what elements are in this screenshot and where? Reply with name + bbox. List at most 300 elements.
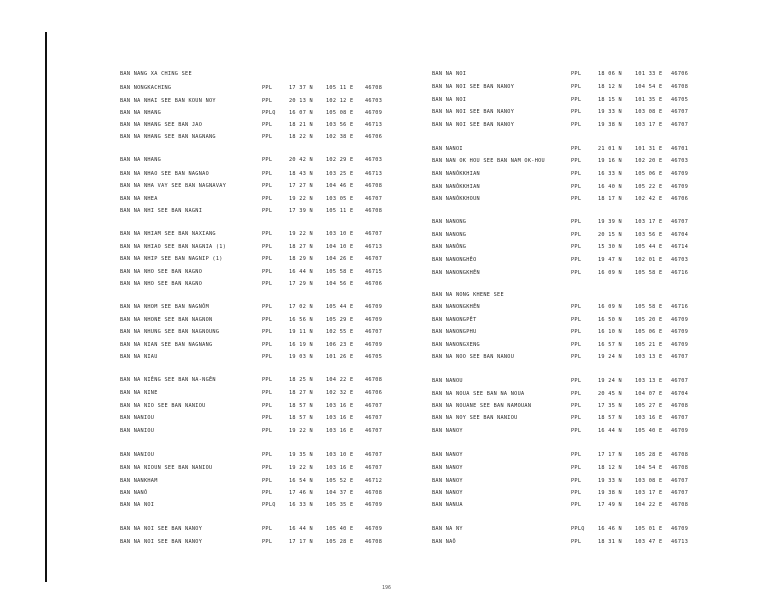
map-sheet-code: 46709 (671, 184, 689, 190)
latitude: 19 38 N (598, 490, 622, 496)
longitude: 105 27 E (635, 403, 663, 409)
place-name: BAN NA NOUA SEE BAN NA NOUA (432, 391, 525, 397)
feature-type: PPL (262, 415, 273, 421)
longitude: 104 07 E (635, 391, 663, 397)
map-sheet-code: 46708 (365, 539, 383, 545)
place-name: BAN NANONGHÊO (432, 257, 477, 263)
place-name: BAN NA NHAI SEE BAN KOUN NOY (120, 98, 216, 104)
map-sheet-code: 46707 (671, 219, 689, 225)
longitude: 104 37 E (326, 490, 354, 496)
place-name: BAN NA NHI SEE BAN NAGNI (120, 208, 203, 214)
latitude: 19 24 N (598, 378, 622, 384)
place-name: BAN NANONG (432, 219, 467, 225)
place-name: BAN NANÔNG (432, 244, 467, 250)
longitude: 105 40 E (326, 526, 354, 532)
latitude: 18 12 N (598, 84, 622, 90)
place-name: BAN NA NHANG SEE BAN NAGNANG (120, 134, 216, 140)
place-name: BAN NANÔKKHIAN (432, 171, 480, 177)
place-name: BAN NA NHANG (120, 157, 162, 163)
longitude: 104 54 E (635, 465, 663, 471)
latitude: 16 10 N (598, 329, 622, 335)
feature-type: PPL (571, 71, 582, 77)
place-name: BAN NA NOI SEE BAN NANOY (432, 84, 515, 90)
latitude: 17 29 N (289, 281, 313, 287)
longitude: 105 11 E (326, 208, 354, 214)
place-name: BAN NA NOI (432, 71, 467, 77)
longitude: 105 44 E (326, 304, 354, 310)
latitude: 18 17 N (598, 196, 622, 202)
longitude: 106 23 E (326, 342, 354, 348)
longitude: 104 54 E (635, 84, 663, 90)
longitude: 103 56 E (635, 232, 663, 238)
latitude: 17 02 N (289, 304, 313, 310)
map-sheet-code: 46707 (671, 478, 689, 484)
feature-type: PPL (262, 208, 273, 214)
latitude: 16 09 N (598, 270, 622, 276)
latitude: 17 39 N (289, 208, 313, 214)
map-sheet-code: 46707 (365, 196, 383, 202)
latitude: 19 33 N (598, 109, 622, 115)
longitude: 103 10 E (326, 231, 354, 237)
map-sheet-code: 46716 (671, 304, 689, 310)
longitude: 105 20 E (635, 317, 663, 323)
feature-type: PPL (262, 390, 273, 396)
longitude: 103 17 E (635, 122, 663, 128)
latitude: 18 29 N (289, 256, 313, 262)
place-name: BAN NANUA (432, 502, 463, 508)
map-sheet-code: 46704 (671, 232, 689, 238)
map-sheet-code: 46707 (671, 109, 689, 115)
latitude: 17 35 N (598, 403, 622, 409)
map-sheet-code: 46709 (671, 428, 689, 434)
longitude: 105 28 E (326, 539, 354, 545)
longitude: 103 56 E (326, 122, 354, 128)
longitude: 104 22 E (326, 377, 354, 383)
page-left-rule (45, 32, 47, 582)
longitude: 101 31 E (635, 146, 663, 152)
map-sheet-code: 46715 (365, 269, 383, 275)
place-name: BAN NA NHONE SEE BAN NAGNON (120, 317, 213, 323)
place-name: BAN NA NIO SEE BAN NANIOU (120, 403, 206, 409)
feature-type: PPL (262, 231, 273, 237)
latitude: 20 42 N (289, 157, 313, 163)
place-name: BAN NA NOUANE SEE BAN NAMOUAN (432, 403, 532, 409)
map-sheet-code: 46703 (365, 157, 383, 163)
place-name: BAN NANOY (432, 478, 463, 484)
feature-type: PPL (262, 539, 273, 545)
feature-type: PPL (571, 415, 582, 421)
feature-type: PPL (571, 465, 582, 471)
feature-type: PPL (262, 98, 273, 104)
place-name: BAN NA NHO SEE BAN NAGNO (120, 269, 203, 275)
feature-type: PPLQ (571, 526, 585, 532)
place-name: BAN NAÔ (432, 539, 456, 545)
feature-type: PPL (262, 403, 273, 409)
place-name: BAN NA NHAO SEE BAN NAGNAO (120, 171, 210, 177)
latitude: 16 33 N (598, 171, 622, 177)
map-sheet-code: 46705 (365, 354, 383, 360)
place-name: BAN NA NIÊNG SEE BAN NA-NGÊN (120, 377, 216, 383)
feature-type: PPL (571, 219, 582, 225)
latitude: 16 33 N (289, 502, 313, 508)
feature-type: PPL (571, 146, 582, 152)
map-sheet-code: 46709 (365, 526, 383, 532)
map-sheet-code: 46708 (671, 84, 689, 90)
place-name: BAN NA NHIAM SEE BAN NAXIANG (120, 231, 216, 237)
place-name: BAN NANONGKHÊN (432, 270, 480, 276)
longitude: 101 26 E (326, 354, 354, 360)
map-sheet-code: 46707 (671, 122, 689, 128)
map-sheet-code: 46707 (671, 378, 689, 384)
feature-type: PPL (262, 157, 273, 163)
feature-type: PPL (571, 329, 582, 335)
feature-type: PPL (262, 428, 273, 434)
longitude: 103 16 E (326, 415, 354, 421)
map-sheet-code: 46706 (671, 71, 689, 77)
longitude: 101 33 E (635, 71, 663, 77)
longitude: 103 16 E (635, 415, 663, 421)
place-name: BAN NA NY (432, 526, 463, 532)
longitude: 103 17 E (635, 219, 663, 225)
latitude: 17 17 N (289, 539, 313, 545)
place-name: BAN NANÔKKHOUN (432, 196, 480, 202)
map-sheet-code: 46708 (365, 208, 383, 214)
feature-type: PPL (571, 257, 582, 263)
place-name: BAN NANOY (432, 428, 463, 434)
longitude: 105 21 E (635, 342, 663, 348)
map-sheet-code: 46709 (671, 342, 689, 348)
latitude: 18 22 N (289, 134, 313, 140)
feature-type: PPL (262, 342, 273, 348)
place-name: BAN NONGKACHING (120, 85, 172, 91)
feature-type: PPL (571, 539, 582, 545)
map-sheet-code: 46709 (365, 110, 383, 116)
place-name: BAN NANOU (432, 378, 463, 384)
latitude: 19 39 N (598, 219, 622, 225)
map-sheet-code: 46708 (365, 490, 383, 496)
place-name: BAN NA NOY SEE BAN NANIOU (432, 415, 518, 421)
map-sheet-code: 46708 (365, 85, 383, 91)
feature-type: PPL (262, 377, 273, 383)
feature-type: PPL (262, 269, 273, 275)
longitude: 103 05 E (326, 196, 354, 202)
page-number: 196 (382, 585, 392, 591)
longitude: 104 10 E (326, 244, 354, 250)
place-name: BAN NA NHUNG SEE BAN NAGNOUNG (120, 329, 220, 335)
place-name: BAN NA NIAU (120, 354, 158, 360)
feature-type: PPL (571, 270, 582, 276)
map-sheet-code: 46712 (365, 478, 383, 484)
map-sheet-code: 46705 (671, 97, 689, 103)
map-sheet-code: 46709 (671, 526, 689, 532)
feature-type: PPL (262, 465, 273, 471)
longitude: 105 29 E (326, 317, 354, 323)
map-sheet-code: 46708 (671, 403, 689, 409)
longitude: 103 16 E (326, 428, 354, 434)
latitude: 19 22 N (289, 231, 313, 237)
map-sheet-code: 46709 (365, 502, 383, 508)
feature-type: PPL (262, 304, 273, 310)
place-name: BAN NANONG (432, 232, 467, 238)
feature-type: PPL (571, 196, 582, 202)
map-sheet-code: 46707 (671, 490, 689, 496)
place-name: BAN NANONGKHÊN (432, 304, 480, 310)
feature-type: PPL (571, 502, 582, 508)
longitude: 105 06 E (635, 329, 663, 335)
place-name: BAN NANONGPÊT (432, 317, 477, 323)
feature-type: PPL (571, 478, 582, 484)
longitude: 105 52 E (326, 478, 354, 484)
feature-type: PPL (262, 134, 273, 140)
feature-type: PPL (571, 171, 582, 177)
latitude: 19 22 N (289, 465, 313, 471)
longitude: 102 20 E (635, 158, 663, 164)
latitude: 16 44 N (598, 428, 622, 434)
latitude: 18 27 N (289, 244, 313, 250)
feature-type: PPL (262, 526, 273, 532)
longitude: 105 58 E (635, 304, 663, 310)
latitude: 18 15 N (598, 97, 622, 103)
place-name: BAN NA NHOM SEE BAN NAGNÔM (120, 304, 210, 310)
latitude: 19 22 N (289, 196, 313, 202)
map-sheet-code: 46707 (671, 354, 689, 360)
latitude: 19 22 N (289, 428, 313, 434)
map-sheet-code: 46701 (671, 146, 689, 152)
map-sheet-code: 46714 (671, 244, 689, 250)
latitude: 18 06 N (598, 71, 622, 77)
map-sheet-code: 46707 (365, 428, 383, 434)
longitude: 105 01 E (635, 526, 663, 532)
map-sheet-code: 46703 (365, 98, 383, 104)
map-sheet-code: 46708 (365, 377, 383, 383)
place-name: BAN NA NIOUN SEE BAN NANIOU (120, 465, 213, 471)
longitude: 105 08 E (326, 110, 354, 116)
latitude: 19 38 N (598, 122, 622, 128)
place-name: BAN NA NONG KHENE SEE (432, 292, 504, 298)
longitude: 103 13 E (635, 354, 663, 360)
map-sheet-code: 46708 (671, 452, 689, 458)
longitude: 105 58 E (635, 270, 663, 276)
map-sheet-code: 46709 (671, 329, 689, 335)
place-name: BAN NA NINE (120, 390, 158, 396)
place-name: BAN NA NOI SEE BAN NANOY (120, 526, 203, 532)
map-sheet-code: 46708 (365, 183, 383, 189)
latitude: 19 35 N (289, 452, 313, 458)
feature-type: PPL (571, 244, 582, 250)
longitude: 102 55 E (326, 329, 354, 335)
map-sheet-code: 46707 (671, 415, 689, 421)
map-sheet-code: 46713 (365, 244, 383, 250)
feature-type: PPL (571, 158, 582, 164)
place-name: BAN NA NHANG SEE BAN JAO (120, 122, 203, 128)
longitude: 105 58 E (326, 269, 354, 275)
latitude: 16 07 N (289, 110, 313, 116)
feature-type: PPL (262, 244, 273, 250)
feature-type: PPL (571, 97, 582, 103)
place-name: BAN NA NIAN SEE BAN NAGNANG (120, 342, 213, 348)
map-sheet-code: 46706 (365, 134, 383, 140)
map-sheet-code: 46707 (365, 231, 383, 237)
place-name: BAN NANOI (432, 146, 463, 152)
feature-type: PPLQ (262, 110, 276, 116)
longitude: 103 08 E (635, 478, 663, 484)
place-name: BAN NANONGXENG (432, 342, 480, 348)
longitude: 102 32 E (326, 390, 354, 396)
feature-type: PPL (571, 184, 582, 190)
place-name: BAN NA NOO SEE BAN NANOU (432, 354, 515, 360)
place-name: BAN NA NOI (432, 97, 467, 103)
map-sheet-code: 46704 (671, 391, 689, 397)
place-name: BAN NAN OK HOU SEE BAN NAM OK-HOU (432, 158, 545, 164)
latitude: 20 45 N (598, 391, 622, 397)
map-sheet-code: 46713 (365, 122, 383, 128)
latitude: 17 17 N (598, 452, 622, 458)
longitude: 102 38 E (326, 134, 354, 140)
longitude: 105 22 E (635, 184, 663, 190)
place-name: BAN NA NOI (120, 502, 155, 508)
latitude: 16 44 N (289, 269, 313, 275)
feature-type: PPL (262, 317, 273, 323)
place-name: BAN NANG XA CHING SEE (120, 71, 192, 77)
feature-type: PPL (262, 171, 273, 177)
latitude: 16 44 N (289, 526, 313, 532)
map-sheet-code: 46703 (671, 158, 689, 164)
latitude: 18 27 N (289, 390, 313, 396)
place-name: BAN NA NHO SEE BAN NAGNO (120, 281, 203, 287)
latitude: 18 31 N (598, 539, 622, 545)
latitude: 17 27 N (289, 183, 313, 189)
longitude: 105 28 E (635, 452, 663, 458)
feature-type: PPL (262, 183, 273, 189)
place-name: BAN NANKHAM (120, 478, 158, 484)
longitude: 103 16 E (326, 465, 354, 471)
latitude: 18 57 N (289, 415, 313, 421)
latitude: 16 50 N (598, 317, 622, 323)
latitude: 21 01 N (598, 146, 622, 152)
latitude: 18 21 N (289, 122, 313, 128)
feature-type: PPL (262, 196, 273, 202)
place-name: BAN NA NHIP SEE BAN NAGNIP (1) (120, 256, 223, 262)
map-sheet-code: 46703 (671, 257, 689, 263)
feature-type: PPL (571, 317, 582, 323)
longitude: 105 11 E (326, 85, 354, 91)
longitude: 104 56 E (326, 281, 354, 287)
place-name: BAN NA NOI SEE BAN NANOY (120, 539, 203, 545)
latitude: 18 57 N (289, 403, 313, 409)
place-name: BAN NANIOU (120, 415, 155, 421)
latitude: 16 19 N (289, 342, 313, 348)
place-name: BAN NANÔ (120, 490, 148, 496)
map-sheet-code: 46707 (365, 329, 383, 335)
map-sheet-code: 46709 (365, 342, 383, 348)
feature-type: PPL (571, 428, 582, 434)
longitude: 103 47 E (635, 539, 663, 545)
feature-type: PPL (571, 122, 582, 128)
place-name: BAN NANOY (432, 490, 463, 496)
latitude: 16 54 N (289, 478, 313, 484)
longitude: 102 42 E (635, 196, 663, 202)
latitude: 16 57 N (598, 342, 622, 348)
map-sheet-code: 46707 (365, 452, 383, 458)
map-sheet-code: 46708 (671, 502, 689, 508)
place-name: BAN NA NOI SEE BAN NANOY (432, 122, 515, 128)
feature-type: PPL (571, 354, 582, 360)
longitude: 103 08 E (635, 109, 663, 115)
place-name: BAN NANIOU (120, 452, 155, 458)
feature-type: PPL (262, 256, 273, 262)
feature-type: PPL (571, 391, 582, 397)
latitude: 17 46 N (289, 490, 313, 496)
feature-type: PPL (571, 403, 582, 409)
latitude: 20 13 N (289, 98, 313, 104)
longitude: 103 10 E (326, 452, 354, 458)
longitude: 104 26 E (326, 256, 354, 262)
map-sheet-code: 46707 (365, 415, 383, 421)
map-sheet-code: 46707 (365, 256, 383, 262)
latitude: 19 47 N (598, 257, 622, 263)
place-name: BAN NANIOU (120, 428, 155, 434)
longitude: 105 35 E (326, 502, 354, 508)
map-sheet-code: 46707 (365, 465, 383, 471)
map-sheet-code: 46706 (671, 196, 689, 202)
latitude: 20 15 N (598, 232, 622, 238)
feature-type: PPL (262, 329, 273, 335)
latitude: 18 43 N (289, 171, 313, 177)
feature-type: PPL (262, 478, 273, 484)
place-name: BAN NA NHEA (120, 196, 158, 202)
map-sheet-code: 46708 (671, 465, 689, 471)
longitude: 104 22 E (635, 502, 663, 508)
longitude: 105 44 E (635, 244, 663, 250)
latitude: 16 46 N (598, 526, 622, 532)
feature-type: PPL (262, 354, 273, 360)
place-name: BAN NA NHANG (120, 110, 162, 116)
longitude: 105 06 E (635, 171, 663, 177)
map-sheet-code: 46713 (671, 539, 689, 545)
latitude: 19 11 N (289, 329, 313, 335)
latitude: 17 49 N (598, 502, 622, 508)
place-name: BAN NA NHA VAY SEE BAN NAGNAVAY (120, 183, 227, 189)
feature-type: PPL (571, 342, 582, 348)
longitude: 104 46 E (326, 183, 354, 189)
feature-type: PPL (262, 452, 273, 458)
feature-type: PPL (262, 122, 273, 128)
place-name: BAN NANOY (432, 452, 463, 458)
place-name: BAN NANOY (432, 465, 463, 471)
latitude: 17 37 N (289, 85, 313, 91)
feature-type: PPL (571, 378, 582, 384)
feature-type: PPL (571, 84, 582, 90)
latitude: 19 03 N (289, 354, 313, 360)
latitude: 15 30 N (598, 244, 622, 250)
longitude: 103 16 E (326, 403, 354, 409)
latitude: 19 16 N (598, 158, 622, 164)
feature-type: PPL (571, 452, 582, 458)
feature-type: PPL (262, 281, 273, 287)
latitude: 16 40 N (598, 184, 622, 190)
feature-type: PPL (262, 85, 273, 91)
map-sheet-code: 46709 (671, 317, 689, 323)
map-sheet-code: 46706 (365, 281, 383, 287)
map-sheet-code: 46713 (365, 171, 383, 177)
latitude: 18 12 N (598, 465, 622, 471)
longitude: 103 13 E (635, 378, 663, 384)
longitude: 105 40 E (635, 428, 663, 434)
feature-type: PPL (571, 304, 582, 310)
map-sheet-code: 46706 (365, 390, 383, 396)
feature-type: PPL (571, 490, 582, 496)
longitude: 103 25 E (326, 171, 354, 177)
